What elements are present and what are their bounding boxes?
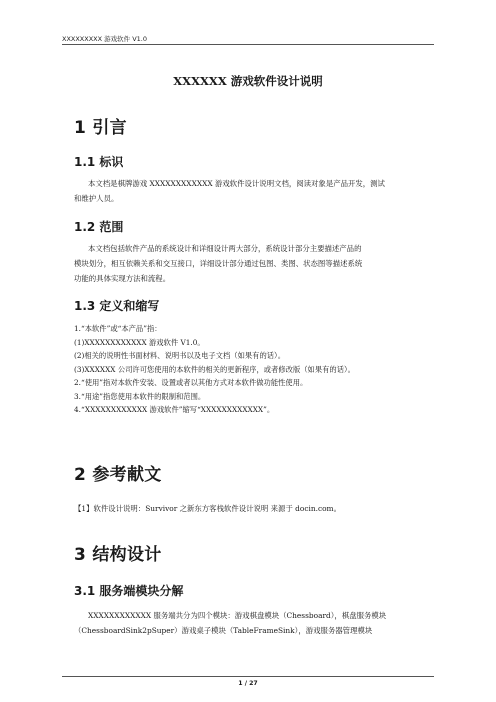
section-3-heading: 3 结构设计	[74, 545, 162, 565]
running-header: XXXXXXXXX 游戏软件 V1.0	[62, 35, 147, 43]
definitions-list	[74, 322, 424, 417]
section-1-2-heading: 1.2 范围	[74, 220, 124, 234]
list-item: 2.“使用”指对本软件安装、设置或者以其他方式对本软件做功能性使用。	[74, 378, 308, 387]
section-1-2-paragraph	[74, 241, 424, 286]
section-1-1-heading: 1.1 标识	[74, 155, 124, 169]
list-item: (3)XXXXXX 公司许可您使用的本软件的相关的更新程序，或者修改版（如果有的话）。	[74, 364, 355, 374]
section-2-heading: 2 参考献文	[74, 465, 162, 485]
paragraph-line: 模块划分，相互依赖关系和交互接口，详细设计部分通过包图、类图、状态图等描述系统	[74, 259, 363, 268]
footer-rule	[62, 676, 434, 677]
paragraph-line: XXXXXXXXXXXX 服务端共分为四个模块：游戏棋盘模块（Chessboard），棋盘服务模块	[88, 611, 387, 620]
section-3-1-paragraph	[74, 608, 424, 638]
section-1-1-paragraph	[74, 176, 424, 206]
list-item: (1)XXXXXXXXXXXX 游戏软件 V1.0。	[74, 337, 205, 347]
header-rule	[62, 44, 434, 45]
list-item: 4.“XXXXXXXXXXXX 游戏软件”缩写“XXXXXXXXXXXX”。	[74, 405, 275, 414]
section-1-heading: 1 引言	[74, 118, 127, 138]
paragraph-line: （ChessboardSink2pSuper）游戏桌子模块（TableFrameSink），游戏服务器管理模块	[74, 626, 373, 635]
paragraph-line: 功能的具体实现方法和流程。	[74, 274, 171, 283]
paragraph-line: 和维护人员。	[74, 194, 119, 203]
list-item: (2)相关的说明性书面材料、说明书以及电子文档（如果有的话）。	[74, 351, 285, 360]
section-3-1-heading: 3.1 服务端模块分解	[74, 584, 184, 598]
document-title: XXXXXX 游戏软件设计说明	[173, 74, 323, 88]
page-number: 1 / 27	[238, 680, 258, 687]
list-item: 3.“用途”指您使用本软件的限制和范围。	[74, 391, 206, 401]
list-item: 1.“本软件”或“本产品”指：	[74, 324, 162, 333]
paragraph-line: 本文档是棋牌游戏 XXXXXXXXXXXX 游戏软件设计说明文档，阅读对象是产品开发，测试	[88, 179, 385, 188]
reference-entry: 【1】软件设计说明：Survivor 之新东方客栈软件设计说明 来源于 docin.com。	[74, 504, 341, 513]
section-1-3-heading: 1.3 定义和缩写	[74, 299, 160, 313]
paragraph-line: 本文档包括软件产品的系统设计和详细设计两大部分，系统设计部分主要描述产品的	[88, 244, 362, 253]
